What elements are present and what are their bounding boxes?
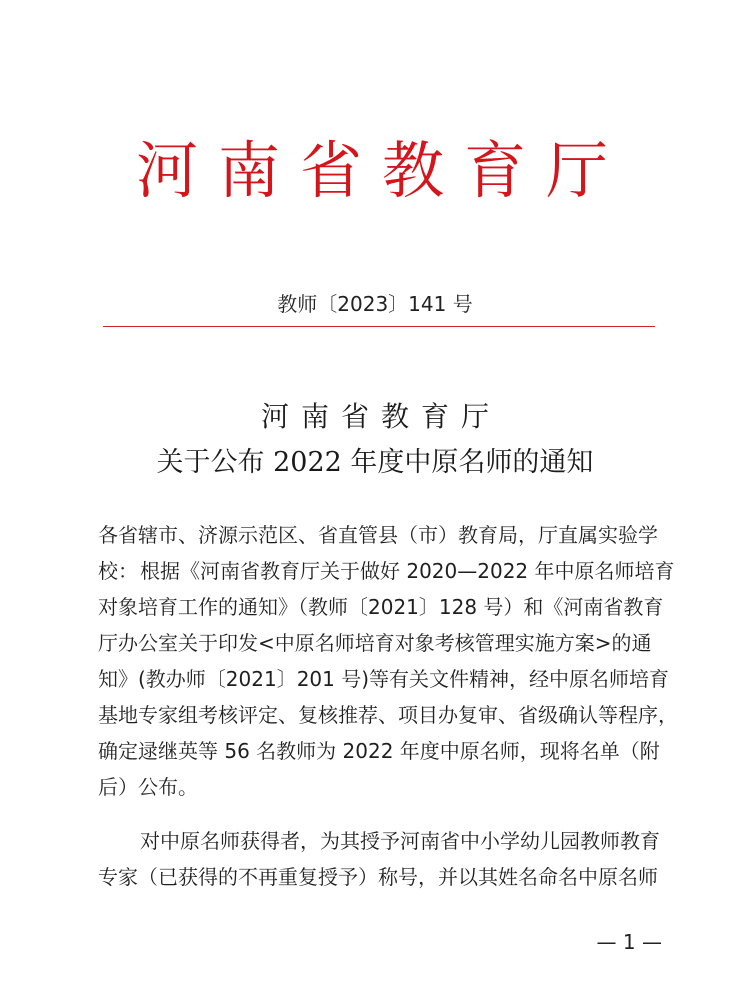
notice-title-issuer: 河南省教育厅	[260, 400, 501, 433]
issuer-masthead: 河南省教育厅	[135, 134, 628, 207]
body-paragraph-1: 根据《河南省教育厅关于做好 2020—2022 年中原名师培育对象培育工作的通知》（教师〔2021〕128 号）和《河南省教育厅办公室关于印发<中原名师培育对象考核管理实施方案>的通知》(教办师〔2021〕201 号)等有关文件精神，经中原名师培育基地专家组考核评定、复核推荐、项目办复审、省级确认等程序，确定逯继英等 56 名教师为 2022 年度中原名师，现将名单（附后）公布。	[98, 559, 678, 799]
body-paragraph-2: 对中原名师获得者，为其授予河南省中小学幼儿园教师教育专家（已获得的不再重复授予）称号，并以其姓名命名中原名师	[98, 829, 660, 889]
page-number: — 1 —	[596, 930, 662, 954]
red-divider-line	[103, 326, 655, 327]
document-number: 教师〔2023〕141 号	[277, 292, 473, 316]
salutation: 各省辖市、济源示范区、省直管县（市）教育局，厅直属实验学校：	[98, 523, 658, 583]
notice-title-subject: 关于公布 2022 年度中原名师的通知	[156, 447, 594, 478]
